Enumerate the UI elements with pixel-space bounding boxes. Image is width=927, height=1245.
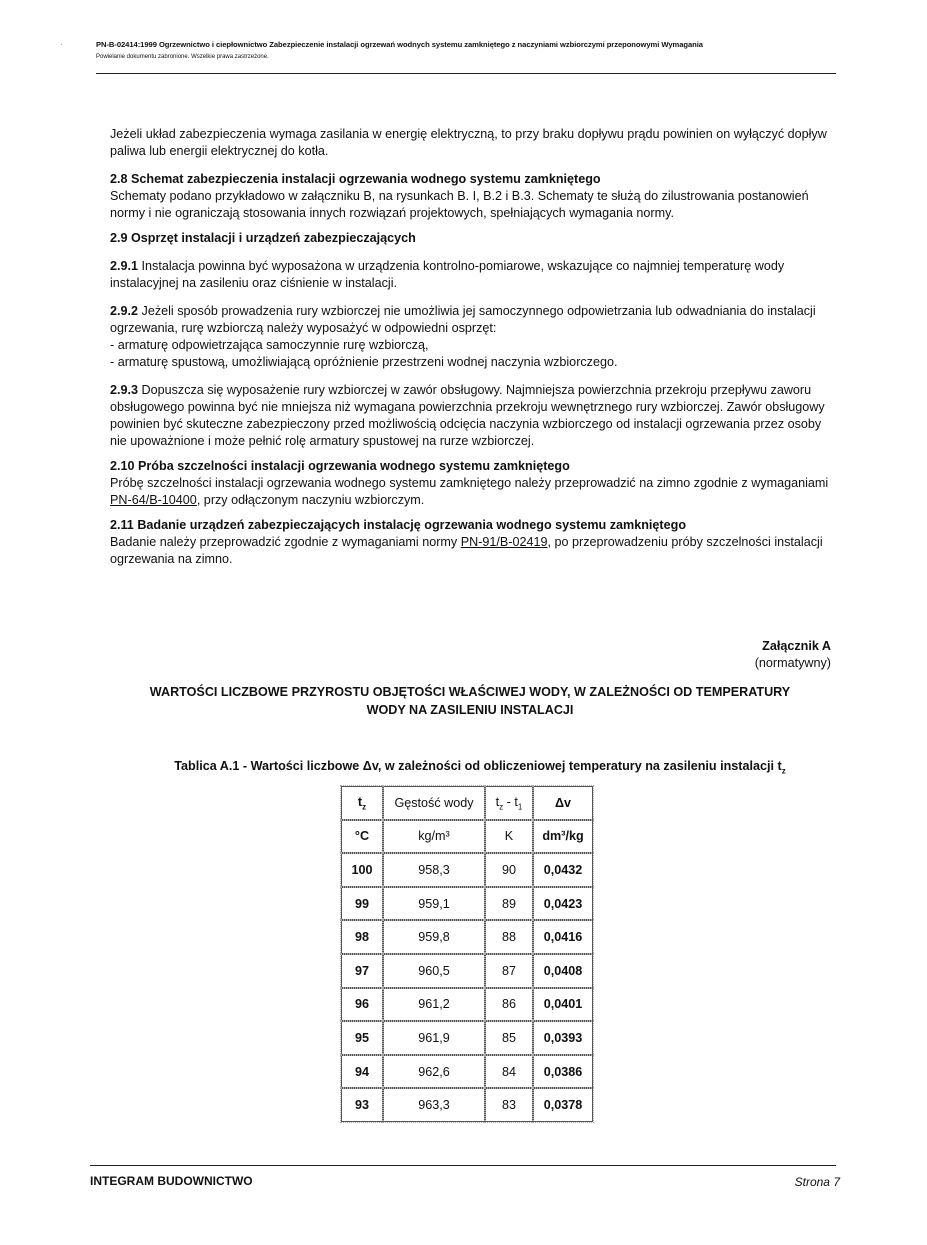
section-2-11-heading: 2.11 Badanie urządzeń zabezpieczających instalację ogrzewania wodnego systemu zamkniętego xyxy=(110,518,687,532)
annex-label-block xyxy=(755,638,831,672)
table-cell: 0,0401 xyxy=(533,988,593,1022)
caption-text: Tablica A.1 - Wartości liczbowe Δv, w zależności od obliczeniowej temperatury na zasileniu instalacji t xyxy=(174,759,782,773)
table-cell: 958,3 xyxy=(383,853,485,887)
text-fragment: , przy odłączonym naczyniu wzbiorczym. xyxy=(196,493,425,507)
copyright-notice: Powielanie dokumentu zabronione. Wszelkie prawa zastrzeżone. xyxy=(96,54,269,60)
section-2-10-heading: 2.10 Próba szczelności instalacji ogrzewania wodnego systemu zamkniętego xyxy=(110,459,570,473)
section-2-9-1 xyxy=(110,258,830,292)
table-cell: 0,0386 xyxy=(533,1055,593,1089)
annex-type: (normatywny) xyxy=(754,656,831,670)
annex-title-line: WODY NA ZASILENIU INSTALACJI xyxy=(366,703,574,717)
unit-cell: °C xyxy=(341,820,383,854)
section-number: 2.9.1 xyxy=(110,259,139,273)
document-title: PN-B-02414:1999 Ogrzewnictwo i ciepłownictwo Zabezpieczenie instalacji ogrzewań wodnych systemu zamkniętego z naczyniami wzbiorczymi przeponowymi Wymagania xyxy=(96,40,703,49)
footer-page-number: Strona 7 xyxy=(794,1175,840,1189)
table-cell: 98 xyxy=(341,920,383,954)
scan-mark: · xyxy=(60,40,63,49)
standard-link-pn-64-b-10400[interactable]: PN-64/B-10400 xyxy=(110,493,197,507)
table-row xyxy=(341,988,593,1022)
header-cell: Gęstość wody xyxy=(383,786,485,820)
unit-cell: dm³/kg xyxy=(533,820,593,854)
table-cell: 0,0432 xyxy=(533,853,593,887)
table-cell: 96 xyxy=(341,988,383,1022)
table-row xyxy=(341,1055,593,1089)
table-units-row xyxy=(341,820,593,854)
table-row xyxy=(341,887,593,921)
table-cell: 97 xyxy=(341,954,383,988)
table-cell: 83 xyxy=(485,1088,533,1122)
unit-cell: kg/m³ xyxy=(383,820,485,854)
table-cell: 89 xyxy=(485,887,533,921)
standard-link-pn-91-b-02419[interactable]: PN-91/B-02419 xyxy=(460,535,548,549)
table-cell: 86 xyxy=(485,988,533,1022)
section-text: Instalacja powinna być wyposażona w urządzenia kontrolno-pomiarowe, wskazujące co najmniej temperaturę wody instalacyjnej na zasileniu oraz ciśnienie w instalacji. xyxy=(110,259,785,290)
table-cell: 0,0393 xyxy=(533,1021,593,1055)
section-2-9-2 xyxy=(110,303,830,337)
header-cell: $t_z$ xyxy=(341,786,383,820)
section-2-11-text xyxy=(110,534,830,568)
table-cell: 99 xyxy=(341,887,383,921)
footer-divider xyxy=(90,1165,836,1166)
table-row xyxy=(341,1088,593,1122)
table-cell: 961,9 xyxy=(383,1021,485,1055)
table-cell: 963,3 xyxy=(383,1088,485,1122)
table-cell: 0,0416 xyxy=(533,920,593,954)
table-cell: 85 xyxy=(485,1021,533,1055)
table-caption xyxy=(100,759,860,776)
annex-title xyxy=(100,683,840,719)
text-fragment: , po przeprowadzeniu próby szczelności instalacji ogrzewania na zimno. xyxy=(110,535,823,566)
table-cell: 88 xyxy=(485,920,533,954)
table-header-row xyxy=(341,786,593,820)
section-2-8-text: Schematy podano przykładowo w załączniku B, na rysunkach B. I, B.2 i B.3. Schematy te służą do zilustrowania postanowień normy i nie ograniczają stosowania innych rozwiązań projektowych, spełniających wymagania normy. xyxy=(110,189,809,220)
table-cell: 84 xyxy=(485,1055,533,1089)
header-cell: Δv xyxy=(533,786,593,820)
annex-label: Załącznik A xyxy=(762,639,831,653)
list-item: - armaturę spustową, umożliwiającą opróżnienie przestrzeni wodnej naczynia wzbiorczego. xyxy=(110,355,618,369)
table-row xyxy=(341,920,593,954)
table-cell: 961,2 xyxy=(383,988,485,1022)
header-divider xyxy=(96,73,836,74)
table-cell: 100 xyxy=(341,853,383,887)
section-number: 2.9.2 xyxy=(110,304,139,318)
section-text: Jeżeli sposób prowadzenia rury wzbiorczej nie umożliwia jej samoczynnego odpowietrzania lub odwadniania do instalacji ogrzewania, rurę wzbiorczą należy wyposażyć w odpowiedni osprzęt: xyxy=(110,304,816,335)
document-body xyxy=(110,126,830,568)
values-table xyxy=(341,786,593,1122)
table-row xyxy=(341,954,593,988)
text-fragment: Próbę szczelności instalacji ogrzewania wodnego systemu zamkniętego należy przeprowadzić na zimno zgodnie z wymaganiami xyxy=(110,476,829,490)
header-cell: $t_z - t_1$ xyxy=(485,786,533,820)
footer-publisher: INTEGRAM BUDOWNICTWO xyxy=(90,1174,253,1188)
page-header xyxy=(96,40,836,60)
list-item: - armaturę odpowietrzająca samoczynnie rurę wzbiorczą, xyxy=(110,338,429,352)
table-cell: 960,5 xyxy=(383,954,485,988)
section-2-8-heading: 2.8 Schemat zabezpieczenia instalacji ogrzewania wodnego systemu zamkniętego xyxy=(110,172,601,186)
table-cell: 959,1 xyxy=(383,887,485,921)
section-number: 2.9.3 xyxy=(110,383,139,397)
table-cell: 90 xyxy=(485,853,533,887)
section-2-10-text xyxy=(110,475,830,509)
table-cell: 95 xyxy=(341,1021,383,1055)
annex-title-line: WARTOŚCI LICZBOWE PRZYROSTU OBJĘTOŚCI WŁAŚCIWEJ WODY, W ZALEŻNOŚCI OD TEMPERATURY xyxy=(149,685,791,699)
table-cell: 959,8 xyxy=(383,920,485,954)
table-cell: 94 xyxy=(341,1055,383,1089)
text-fragment: Badanie należy przeprowadzić zgodnie z wymaganiami normy xyxy=(110,535,461,549)
table-cell: 93 xyxy=(341,1088,383,1122)
table-cell: 0,0423 xyxy=(533,887,593,921)
intro-paragraph: Jeżeli układ zabezpieczenia wymaga zasilania w energię elektryczną, to przy braku dopływu prądu powinien on wyłączyć dopływ paliwa lub energii elektrycznej do kotła. xyxy=(110,127,827,158)
section-text: Dopuszcza się wyposażenie rury wzbiorczej w zawór obsługowy. Najmniejsza powierzchnia przekroju przepływu zaworu obsługowego powinna być nie mniejsza niż wymagana powierzchnia przekroju wewnętrznego rury wzbiorczej. Zawór obsługowy powinien być skuteczne zabezpieczony przed możliwością odcięcia naczynia wzbiorczego od instalacji ogrzewania przez osoby nie upoważnione i może pełnić rolę armatury spustowej na rurze wzbiorczej. xyxy=(110,383,825,448)
table-cell: 0,0408 xyxy=(533,954,593,988)
section-2-9-heading: 2.9 Osprzęt instalacji i urządzeń zabezpieczających xyxy=(110,231,416,245)
unit-cell: K xyxy=(485,820,533,854)
table-cell: 0,0378 xyxy=(533,1088,593,1122)
table-row xyxy=(341,1021,593,1055)
table-row xyxy=(341,853,593,887)
caption-subscript: z xyxy=(781,766,786,776)
table-cell: 87 xyxy=(485,954,533,988)
table-cell: 962,6 xyxy=(383,1055,485,1089)
section-2-9-3 xyxy=(110,382,830,450)
